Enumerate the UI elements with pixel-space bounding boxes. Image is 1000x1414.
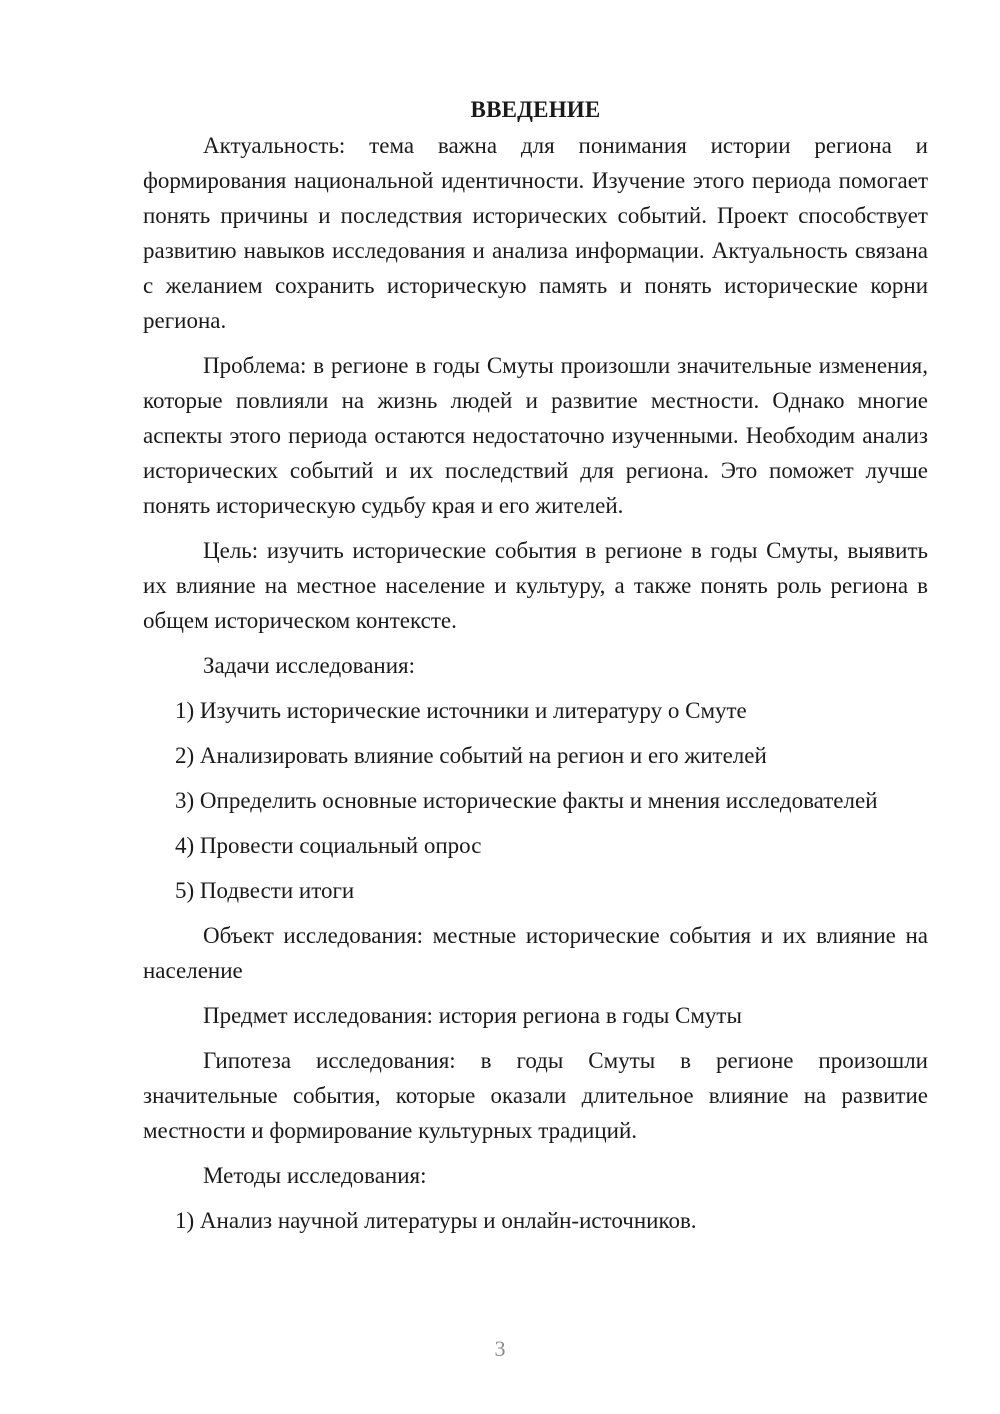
task-item: 3) Определить основные исторические факты и мнения исследователей xyxy=(175,788,878,813)
page-number: 3 xyxy=(494,1336,506,1361)
tasks-heading: Задачи исследования: xyxy=(203,653,416,678)
problem-paragraph: Проблема: в регионе в годы Смуты произошли значительные изменения, которые повлияли на жизнь людей и развитие местности. Однако многие аспекты этого периода остаются недостаточно изученными. Необходим анализ исторических событий и их последствий для региона. Это поможет лучше понять историческую судьбу края и его жителей. xyxy=(143,353,928,518)
object-paragraph: Объект исследования: местные исторические события и их влияние на население xyxy=(143,923,928,983)
hypothesis-paragraph: Гипотеза исследования: в годы Смуты в регионе произошли значительные события, которые оказали длительное влияние на развитие местности и формирование культурных традиций. xyxy=(143,1048,928,1143)
document-page xyxy=(143,92,928,1248)
relevance-paragraph: Актуальность: тема важна для понимания истории региона и формирования национальной идентичности. Изучение этого периода помогает понять причины и последствия исторических событий. Проект способствует развитию навыков исследования и анализа информации. Актуальность связана с желанием сохранить историческую память и понять исторические корни региона. xyxy=(143,133,928,333)
goal-paragraph: Цель: изучить исторические события в регионе в годы Смуты, выявить их влияние на местное население и культуру, а также понять роль региона в общем историческом контексте. xyxy=(143,538,928,633)
task-item: 1) Изучить исторические источники и литературу о Смуте xyxy=(175,698,747,723)
subject-paragraph: Предмет исследования: история региона в годы Смуты xyxy=(203,1003,742,1028)
task-item: 5) Подвести итоги xyxy=(175,878,355,903)
task-item: 2) Анализировать влияние событий на регион и его жителей xyxy=(175,743,767,768)
task-item: 4) Провести социальный опрос xyxy=(175,833,482,858)
page-title: ВВЕДЕНИЕ xyxy=(470,97,601,122)
method-item: 1) Анализ научной литературы и онлайн-источников. xyxy=(175,1208,697,1233)
methods-heading: Методы исследования: xyxy=(203,1163,427,1188)
